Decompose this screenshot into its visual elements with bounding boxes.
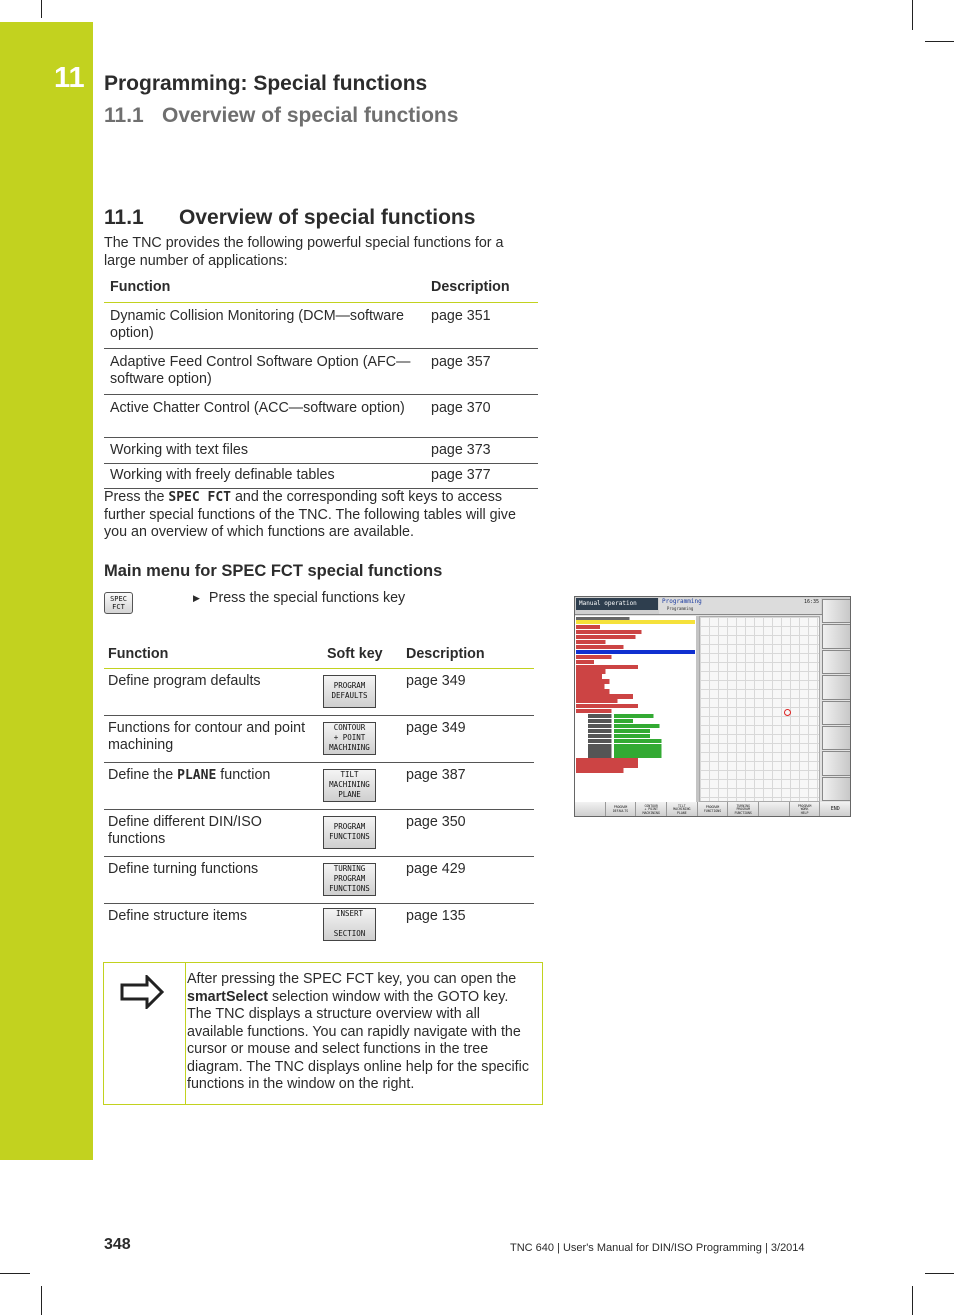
spec-fct-menu-table [104, 644, 534, 948]
page-ref-cell: page 370 [425, 394, 538, 437]
column-header-description: Description [425, 277, 538, 302]
horizontal-softkey-bar [575, 802, 850, 817]
page-ref-cell: page 349 [402, 715, 534, 762]
subsection-heading: Main menu for SPEC FCT special functions [104, 562, 443, 580]
programming-mode-label: Programming [662, 598, 702, 605]
section-number: 11.1 [104, 206, 144, 229]
note-box [103, 962, 543, 1105]
table-row [104, 464, 538, 489]
table-header-row [104, 277, 538, 302]
tnc-screenshot [574, 596, 851, 817]
triangle-bullet-icon: ▶ [193, 593, 200, 603]
smartselect-term: smartSelect [187, 988, 269, 1005]
note-icon-column [104, 963, 186, 1104]
instruction-text: Press the special functions key [208, 590, 406, 606]
section-title: Overview of special functions [179, 206, 476, 229]
table-header-row [104, 644, 534, 668]
softkey-blank [575, 802, 605, 817]
paragraph-text: Press the [104, 489, 169, 505]
softkey-blank [759, 802, 789, 817]
programming-mode [659, 598, 821, 614]
table-row [104, 715, 534, 762]
spec-fct-key-icon: SPEC FCT [104, 592, 133, 614]
vertical-softkey [822, 701, 851, 725]
function-cell: Define program defaults [104, 668, 323, 715]
vertical-softkey [822, 624, 851, 648]
special-functions-table [104, 277, 538, 489]
column-header-function: Function [104, 644, 323, 668]
vertical-softkey [822, 599, 851, 623]
crop-mark [925, 41, 954, 42]
function-cell: Working with text files [104, 437, 425, 464]
manual-operation-mode: Manual operation [576, 598, 658, 610]
softkey-contour-point: CONTOUR + POINT MACHINING [636, 802, 666, 817]
function-cell: Define turning functions [104, 856, 323, 903]
table-row [104, 437, 538, 464]
crop-mark [925, 1273, 954, 1274]
graphics-window [699, 616, 820, 802]
function-text: Define the [108, 766, 178, 783]
table-row [104, 809, 534, 856]
crop-mark [912, 0, 913, 30]
instruction-step [193, 590, 405, 606]
plane-key-name: PLANE [177, 767, 217, 783]
softkey-turning-functions: TURNING PROGRAM FUNCTIONS [728, 802, 758, 817]
turning-program-functions-softkey: TURNING PROGRAM FUNCTIONS [323, 863, 376, 896]
chapter-band [0, 22, 93, 1160]
page-ref-cell: page 377 [425, 464, 538, 489]
vertical-softkey [822, 777, 851, 801]
page-ref-cell: page 351 [425, 302, 538, 348]
vertical-softkey [822, 751, 851, 775]
table-row [104, 348, 538, 394]
crop-mark [41, 1286, 42, 1315]
note-text-part: selection window with the GOTO key. The TNC displays a structure overview with all available functions. You can rapidly navigate with the cursor or mouse and select functions in the tree diagram. The TNC displays online help for the specific functions in the window on the right. [187, 988, 529, 1092]
intro-paragraph: The TNC provides the following powerful special functions for a large number of applications: [104, 235, 504, 269]
chapter-number: 11 [54, 62, 85, 94]
vertical-softkey-bar [822, 599, 851, 801]
page-ref-cell: page 387 [402, 762, 534, 809]
function-cell: Dynamic Collision Monitoring (DCM—software option) [104, 302, 425, 348]
vertical-softkey [822, 675, 851, 699]
function-text: function [216, 766, 271, 783]
function-cell: Adaptive Feed Control Software Option (AFC—software option) [104, 348, 425, 394]
tilt-machining-plane-softkey: TILT MACHINING PLANE [323, 769, 376, 802]
spec-fct-paragraph [104, 489, 538, 542]
footer-text: TNC 640 | User's Manual for DIN/ISO Programming | 3/2014 [510, 1242, 805, 1254]
note-text [187, 971, 532, 1094]
chapter-title: Programming: Special functions [104, 72, 428, 95]
arrow-right-icon [120, 975, 164, 1009]
contour-point-machining-softkey: CONTOUR + POINT MACHINING [323, 722, 376, 755]
program-listing [575, 616, 697, 802]
program-defaults-softkey: PROGRAM DEFAULTS [323, 675, 376, 708]
column-header-description: Description [402, 644, 534, 668]
crop-mark [912, 1286, 913, 1315]
page-ref-cell: page 373 [425, 437, 538, 464]
section-heading [104, 206, 475, 230]
table-row [104, 668, 534, 715]
tool-position-marker [784, 709, 791, 716]
paragraph-text: and the corresponding soft keys to access further special functions of the TNC. The following tables will give you an overview of which functions are available. [104, 489, 516, 540]
function-cell: Working with freely definable tables [104, 464, 425, 489]
page-ref-cell: page 135 [406, 907, 466, 924]
function-cell: Define different DIN/ISO functions [104, 809, 323, 856]
table-row [104, 762, 534, 809]
function-cell: Define structure items [108, 907, 248, 924]
programming-mode-sublabel: Programming [662, 606, 694, 611]
insert-section-softkey: INSERT SECTION [323, 908, 376, 941]
table-row [104, 302, 538, 348]
table-row [104, 903, 534, 948]
column-header-function: Function [104, 277, 425, 302]
clock-readout: 16:35 [803, 599, 819, 605]
note-text-part: After pressing the SPEC FCT key, you can open the [187, 971, 517, 987]
softkey-program-functions: PROGRAM FUNCTIONS [698, 802, 728, 817]
softkey-program-defaults: PROGRAM DEFAULTS [606, 802, 636, 817]
page-ref-cell: page 349 [402, 668, 534, 715]
function-cell: Functions for contour and point machining [104, 715, 323, 762]
softkey-tilt-plane: TILT MACHINING PLANE [667, 802, 697, 817]
running-section-number: 11.1 [104, 104, 144, 127]
running-section-header [104, 104, 458, 128]
page-ref-cell: page 350 [402, 809, 534, 856]
vertical-softkey [822, 650, 851, 674]
page-number: 348 [104, 1236, 131, 1253]
table-row [104, 394, 538, 437]
page-ref-cell: page 429 [402, 856, 534, 903]
vertical-softkey [822, 726, 851, 750]
table-row [104, 856, 534, 903]
page-ref-cell: page 357 [425, 348, 538, 394]
crop-mark [41, 0, 42, 18]
column-header-soft-key: Soft key [323, 644, 402, 668]
screenshot-mode-bar [575, 597, 850, 615]
softkey-end: END [820, 802, 850, 817]
crop-mark [0, 1273, 30, 1274]
running-section-title: Overview of special functions [162, 104, 459, 127]
spec-fct-key-name: SPEC FCT [168, 490, 231, 505]
softkey-work-help: PROGRAM WORK HELP [790, 802, 820, 817]
function-cell [104, 762, 323, 809]
function-cell: Active Chatter Control (ACC—software option) [104, 394, 425, 437]
program-functions-softkey: PROGRAM FUNCTIONS [323, 816, 376, 849]
